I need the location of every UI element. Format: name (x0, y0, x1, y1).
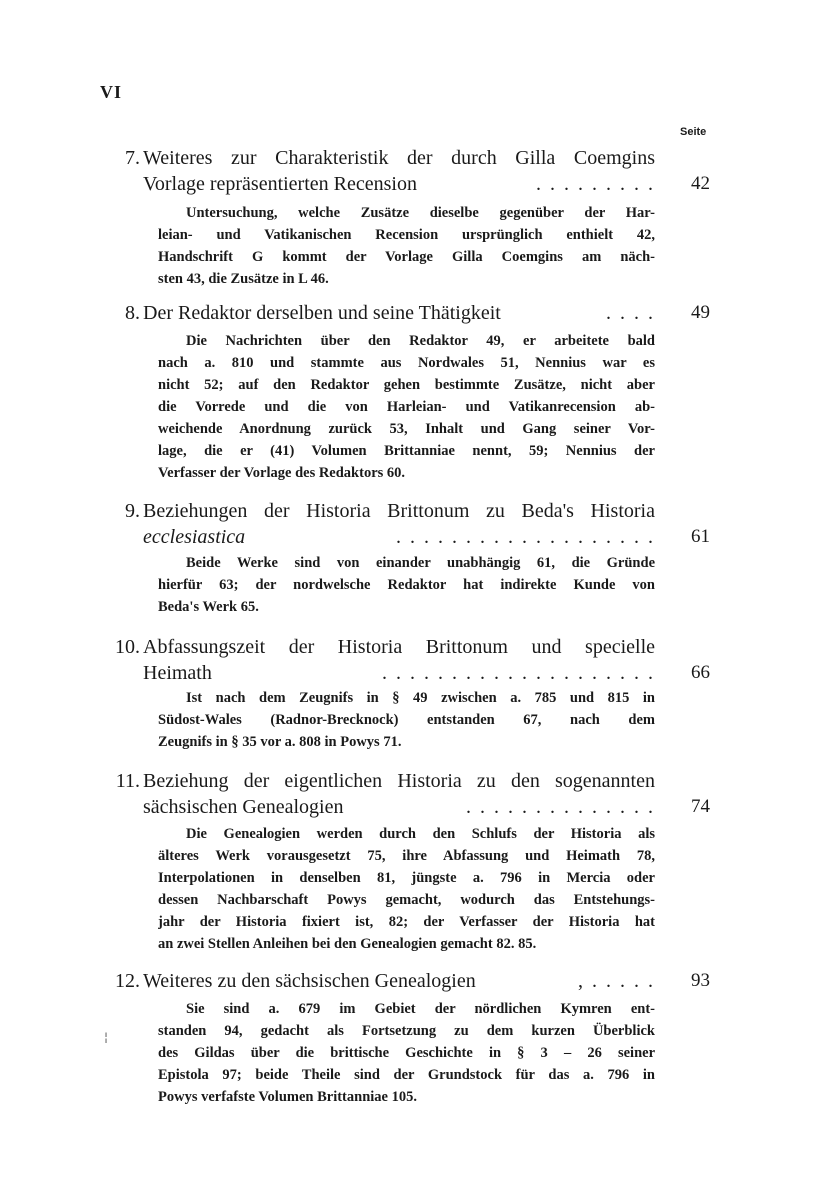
summary-line: Sie sind a. 679 im Gebiet der nördlichen Kymren ent- (186, 1001, 655, 1017)
margin-mark: ¦ (104, 1030, 109, 1044)
heading-line: Beziehung der eigentlichen Historia zu den sogenannten (143, 770, 655, 792)
entry-number: 11. (115, 770, 140, 792)
summary-line: standen 94, gedacht als Fortsetzung zu dem kurzen Überblick (158, 1023, 655, 1039)
heading-line: Abfassungszeit der Historia Brittonum und specielle (143, 636, 655, 658)
entry-heading (143, 300, 655, 326)
summary-line: die Vorrede und die von Harleian- und Vatikanrecension ab- (158, 399, 655, 415)
entry-page: 93 (691, 970, 710, 991)
entry-summary (158, 552, 655, 618)
leader-dots: . . . . . . . . . . . . . . (466, 796, 655, 818)
summary-line: hierfür 63; der nordwelsche Redaktor hat indirekte Kunde von (158, 577, 655, 593)
entry-number: 10. (115, 636, 140, 658)
entry-heading (143, 498, 655, 550)
leader-dots: . . . . (606, 302, 655, 324)
column-header-seite: Seite (680, 126, 707, 138)
summary-line: weichende Anordnung zurück 53, Inhalt und Gang seiner Vor- (158, 421, 655, 437)
heading-line: Beziehungen der Historia Brittonum zu Beda's Historia (143, 500, 655, 522)
heading-line: ecclesiastica . . . . . . . . . . . . . . . . . . . (143, 526, 655, 548)
heading-line: sächsischen Genealogien . . . . . . . . . . . . . . (143, 796, 655, 818)
summary-line: Die Nachrichten über den Redaktor 49, er arbeitete bald (186, 333, 655, 349)
entry-summary (158, 823, 655, 955)
summary-line: Beide Werke sind von einander unabhängig 61, die Gründe (186, 555, 655, 571)
summary-line: leian- und Vatikanischen Recension ursprünglich enthielt 42, (158, 227, 655, 243)
leader-dots: , . . . . . (578, 970, 655, 992)
entry-heading (143, 634, 655, 686)
entry-page: 66 (691, 662, 710, 683)
entry-heading (143, 768, 655, 820)
entry-number: 9. (125, 500, 140, 522)
entry-summary (158, 687, 655, 753)
summary-line: des Gildas über die brittische Geschichte in § 3 – 26 seiner (158, 1045, 655, 1061)
summary-line: Epistola 97; beide Theile sind der Grundstock für das a. 796 in (158, 1067, 655, 1083)
summary-line: Untersuchung, welche Zusätze dieselbe gegenüber der Har- (186, 205, 655, 221)
summary-line: sten 43, die Zusätze in L 46. (158, 271, 329, 287)
summary-line: Südost-Wales (Radnor-Brecknock) entstanden 67, nach dem (158, 712, 655, 728)
entry-number: 12. (115, 970, 140, 992)
summary-line: Die Genealogien werden durch den Schlufs der Historia als (186, 826, 655, 842)
summary-line: an zwei Stellen Anleihen bei den Genealogien gemacht 82. 85. (158, 936, 537, 952)
summary-line: nicht 52; auf den Redaktor gehen bestimmte Zusätze, nicht aber (158, 377, 655, 393)
summary-line: Verfasser der Vorlage des Redaktors 60. (158, 465, 406, 481)
entry-number: 7. (125, 147, 140, 169)
summary-line: Zeugnifs in § 35 vor a. 808 in Powys 71. (158, 734, 402, 750)
summary-line: jahr der Historia fixiert ist, 82; der Verfasser der Historia hat (158, 914, 655, 930)
summary-line: Handschrift G kommt der Vorlage Gilla Coemgins am näch- (158, 249, 655, 265)
entry-page: 42 (691, 173, 710, 194)
entry-number: 8. (125, 302, 140, 324)
page-number: VI (100, 82, 123, 102)
summary-line: Beda's Werk 65. (158, 599, 259, 615)
entry-heading (143, 968, 655, 994)
summary-line: Ist nach dem Zeugnifs in § 49 zwischen a. 785 und 815 in (186, 690, 655, 706)
heading-line: Weiteres zu den sächsischen Genealogien , . . . . . (143, 970, 655, 992)
entry-page: 49 (691, 302, 710, 323)
heading-line: Vorlage repräsentierten Recension . . . . . . . . . (143, 173, 655, 195)
leader-dots: . . . . . . . . . (536, 173, 655, 195)
summary-line: dessen Nachbarschaft Powys gemacht, wodurch das Entstehungs- (158, 892, 655, 908)
summary-line: älteres Werk vorausgesetzt 75, ihre Abfassung und Heimath 78, (158, 848, 655, 864)
entry-page: 61 (691, 526, 710, 547)
heading-line: Der Redaktor derselben und seine Thätigkeit . . . . (143, 302, 655, 324)
entry-summary (158, 202, 655, 290)
summary-line: lage, die er (41) Volumen Brittanniae nennt, 59; Nennius der (158, 443, 655, 459)
summary-line: nach a. 810 und stammte aus Nordwales 51, Nennius war es (158, 355, 655, 371)
summary-line: Interpolationen in denselben 81, jüngste a. 796 in Mercia oder (158, 870, 655, 886)
entry-heading (143, 145, 655, 197)
leader-dots: . . . . . . . . . . . . . . . . . . . (396, 526, 655, 548)
entry-summary (158, 330, 655, 484)
summary-line: Powys verfafste Volumen Brittanniae 105. (158, 1089, 417, 1105)
leader-dots: . . . . . . . . . . . . . . . . . . . . (382, 662, 655, 684)
heading-line: Heimath . . . . . . . . . . . . . . . . . . . . (143, 662, 655, 684)
entry-page: 74 (691, 796, 710, 817)
entry-summary (158, 998, 655, 1108)
heading-line: Weiteres zur Charakteristik der durch Gilla Coemgins (143, 147, 655, 169)
